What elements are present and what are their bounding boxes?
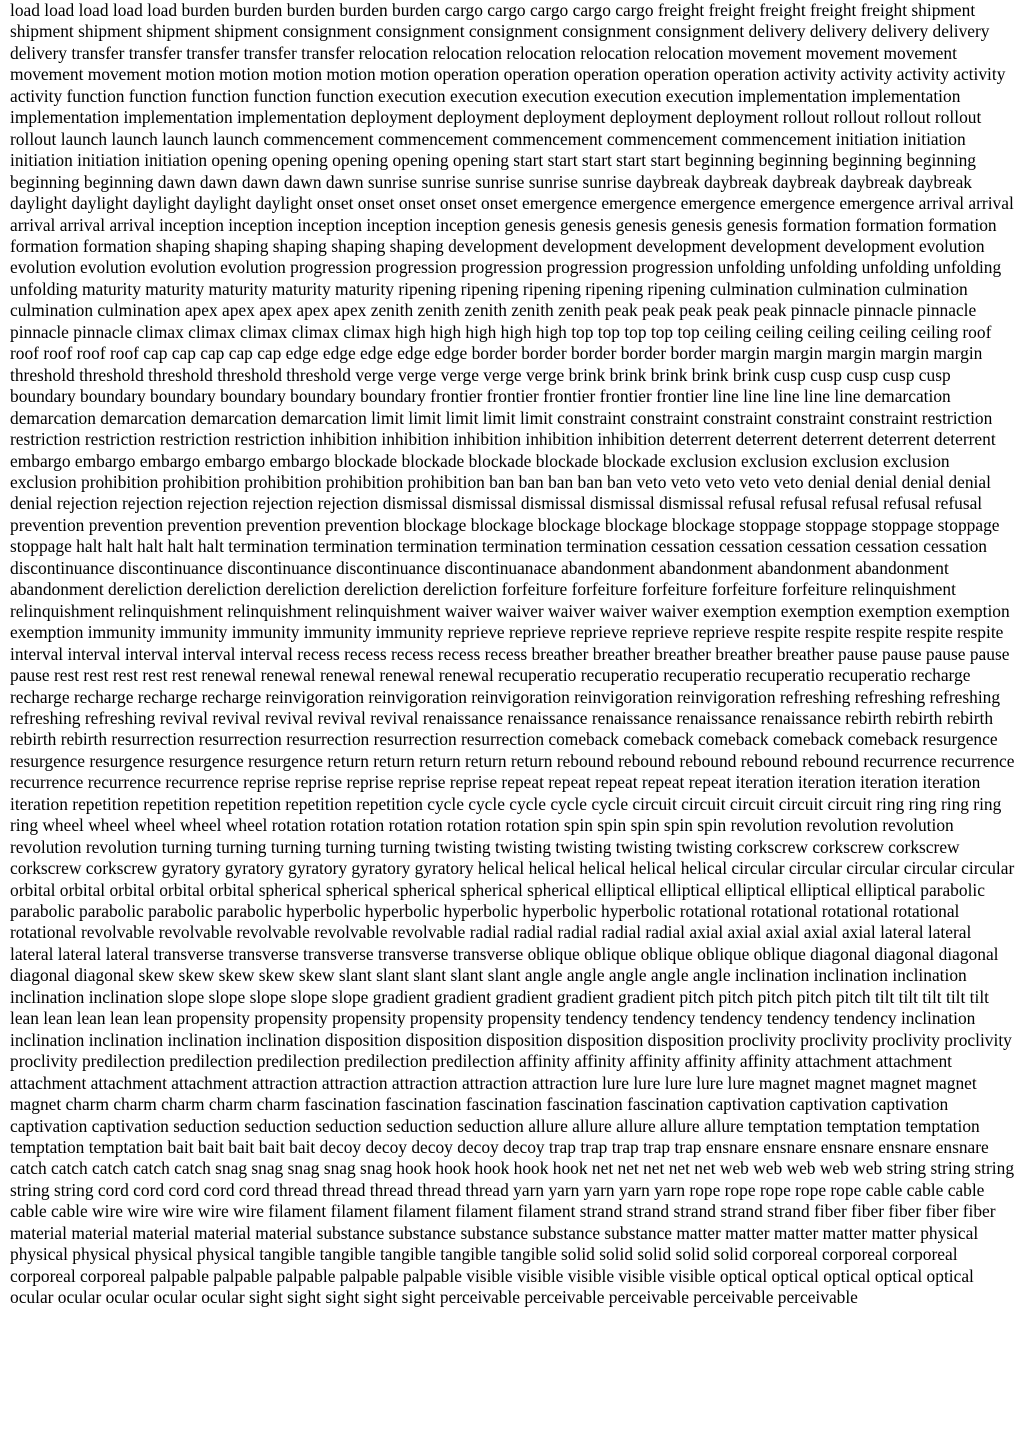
document-body-text: load load load load load burden burden burden burden burden cargo cargo cargo cargo cargo freight freight freight freight freight shipment shipment shipment shipment shipment consignment consignment consignment consignment consignment delivery delivery delivery delivery delivery transfer transfer transfer transfer transfer relocation relocation relocation relocation relocation movement movement movement movement movement motion motion motion motion motion operation operation operation operation operation activity activity activity activity activity function function function function function execution execution execution execution execution implementation implementation implementation implementation implementation deployment deployment deployment deployment deployment rollout rollout rollout rollout rollout launch launch launch launch commencement commencement commencement commencement commencement initiation initiation initiation initiation initiation opening opening opening opening opening start start start start start beginning beginning beginning beginning beginning beginning dawn dawn dawn dawn dawn sunrise sunrise sunrise sunrise sunrise daybreak daybreak daybreak daybreak daybreak daylight daylight daylight daylight daylight onset onset onset onset onset emergence emergence emergence emergence emergence arrival arrival arrival arrival arrival inception inception inception inception inception genesis genesis genesis genesis genesis formation formation formation formation formation shaping shaping shaping shaping shaping development development development development development evolution evolution evolution evolution evolution progression progression progression progression progression unfolding unfolding unfolding unfolding unfolding maturity maturity maturity maturity maturity ripening ripening ripening ripening ripening culmination culmination culmination culmination culmination apex apex apex apex apex zenith zenith zenith zenith zenith peak peak peak peak peak pinnacle pinnacle pinnacle pinnacle pinnacle climax climax climax climax climax high high high high high top top top top top ceiling ceiling ceiling ceiling ceiling roof roof roof roof roof cap cap cap cap cap edge edge edge edge edge border border border border border margin margin margin margin margin threshold threshold threshold threshold threshold verge verge verge verge verge brink brink brink brink brink cusp cusp cusp cusp cusp boundary boundary boundary boundary boundary boundary frontier frontier frontier frontier frontier line line line line line demarcation demarcation demarcation demarcation demarcation limit limit limit limit limit constraint constraint constraint constraint constraint restriction restriction restriction restriction restriction inhibition inhibition inhibition inhibition inhibition deterrent deterrent deterrent deterrent deterrent embargo embargo embargo embargo embargo blockade blockade blockade blockade blockade exclusion exclusion exclusion exclusion exclusion prohibition prohibition prohibition prohibition prohibition ban ban ban ban ban veto veto veto veto veto denial denial denial denial denial rejection rejection rejection rejection rejection dismissal dismissal dismissal dismissal dismissal refusal refusal refusal refusal refusal prevention prevention prevention prevention prevention blockage blockage blockage blockage blockage stoppage stoppage stoppage stoppage stoppage halt halt halt halt halt termination termination termination termination termination cessation cessation cessation cessation cessation discontinuance discontinuance discontinuance discontinuance discontinuanace abandonment abandonment abandonment abandonment abandonment dereliction dereliction dereliction dereliction dereliction forfeiture forfeiture forfeiture forfeiture forfeiture relinquishment relinquishment relinquishment relinquishment relinquishment waiver waiver waiver waiver waiver exemption exemption exemption exemption exemption immunity immunity immunity immunity immunity reprieve reprieve reprieve reprieve reprieve respite respite respite respite respite interval interval interval interval interval recess recess recess recess recess breather breather breather breather breather pause pause pause pause pause rest rest rest rest rest renewal renewal renewal renewal renewal recuperatio recuperatio recuperatio recuperatio recuperatio recharge recharge recharge recharge recharge reinvigoration reinvigoration reinvigoration reinvigoration reinvigoration refreshing refreshing refreshing refreshing refreshing revival revival revival revival revival renaissance renaissance renaissance renaissance renaissance rebirth rebirth rebirth rebirth rebirth resurrection resurrection resurrection resurrection resurrection comeback comeback comeback comeback comeback resurgence resurgence resurgence resurgence resurgence return return return return return rebound rebound rebound rebound rebound recurrence recurrence recurrence recurrence recurrence reprise reprise reprise reprise reprise repeat repeat repeat repeat repeat iteration iteration iteration iteration iteration repetition repetition repetition repetition repetition cycle cycle cycle cycle cycle circuit circuit circuit circuit circuit ring ring ring ring ring wheel wheel wheel wheel wheel rotation rotation rotation rotation rotation spin spin spin spin spin revolution revolution revolution revolution revolution turning turning turning turning turning twisting twisting twisting twisting twisting corkscrew corkscrew corkscrew corkscrew corkscrew gyratory gyratory gyratory gyratory gyratory helical helical helical helical helical circular circular circular circular circular orbital orbital orbital orbital orbital spherical spherical spherical spherical spherical elliptical elliptical elliptical elliptical elliptical parabolic parabolic parabolic parabolic parabolic hyperbolic hyperbolic hyperbolic hyperbolic hyperbolic rotational rotational rotational rotational rotational revolvable revolvable revolvable revolvable revolvable radial radial radial radial radial axial axial axial axial axial lateral lateral lateral lateral lateral transverse transverse transverse transverse transverse oblique oblique oblique oblique oblique diagonal diagonal diagonal diagonal diagonal skew skew skew skew skew slant slant slant slant slant angle angle angle angle angle inclination inclination inclination inclination inclination slope slope slope slope slope gradient gradient gradient gradient gradient pitch pitch pitch pitch pitch tilt tilt tilt tilt tilt lean lean lean lean lean propensity propensity propensity propensity propensity tendency tendency tendency tendency tendency inclination inclination inclination inclination inclination disposition disposition disposition disposition disposition proclivity proclivity proclivity proclivity proclivity predilection predilection predilection predilection predilection affinity affinity affinity affinity affinity attachment attachment attachment attachment attachment attraction attraction attraction attraction attraction lure lure lure lure lure magnet magnet magnet magnet magnet charm charm charm charm charm fascination fascination fascination fascination fascination captivation captivation captivation captivation captivation seduction seduction seduction seduction seduction allure allure allure allure allure temptation temptation temptation temptation temptation bait bait bait bait bait decoy decoy decoy decoy decoy trap trap trap trap trap ensnare ensnare ensnare ensnare ensnare catch catch catch catch catch snag snag snag snag snag hook hook hook hook hook net net net net net web web web web web string string string string string cord cord cord cord cord thread thread thread thread thread yarn yarn yarn yarn yarn rope rope rope rope rope cable cable cable cable cable wire wire wire wire wire filament filament filament filament filament strand strand strand strand strand fiber fiber fiber fiber fiber material material material material material substance substance substance substance substance matter matter matter matter matter physical physical physical physical physical tangible tangible tangible tangible tangible solid solid solid solid solid corporeal corporeal corporeal corporeal corporeal palpable palpable palpable palpable palpable visible visible visible visible visible optical optical optical optical optical ocular ocular ocular ocular ocular sight sight sight sight sight perceivable perceivable perceivable perceivable perceivable <box>10 0 1015 1308</box>
